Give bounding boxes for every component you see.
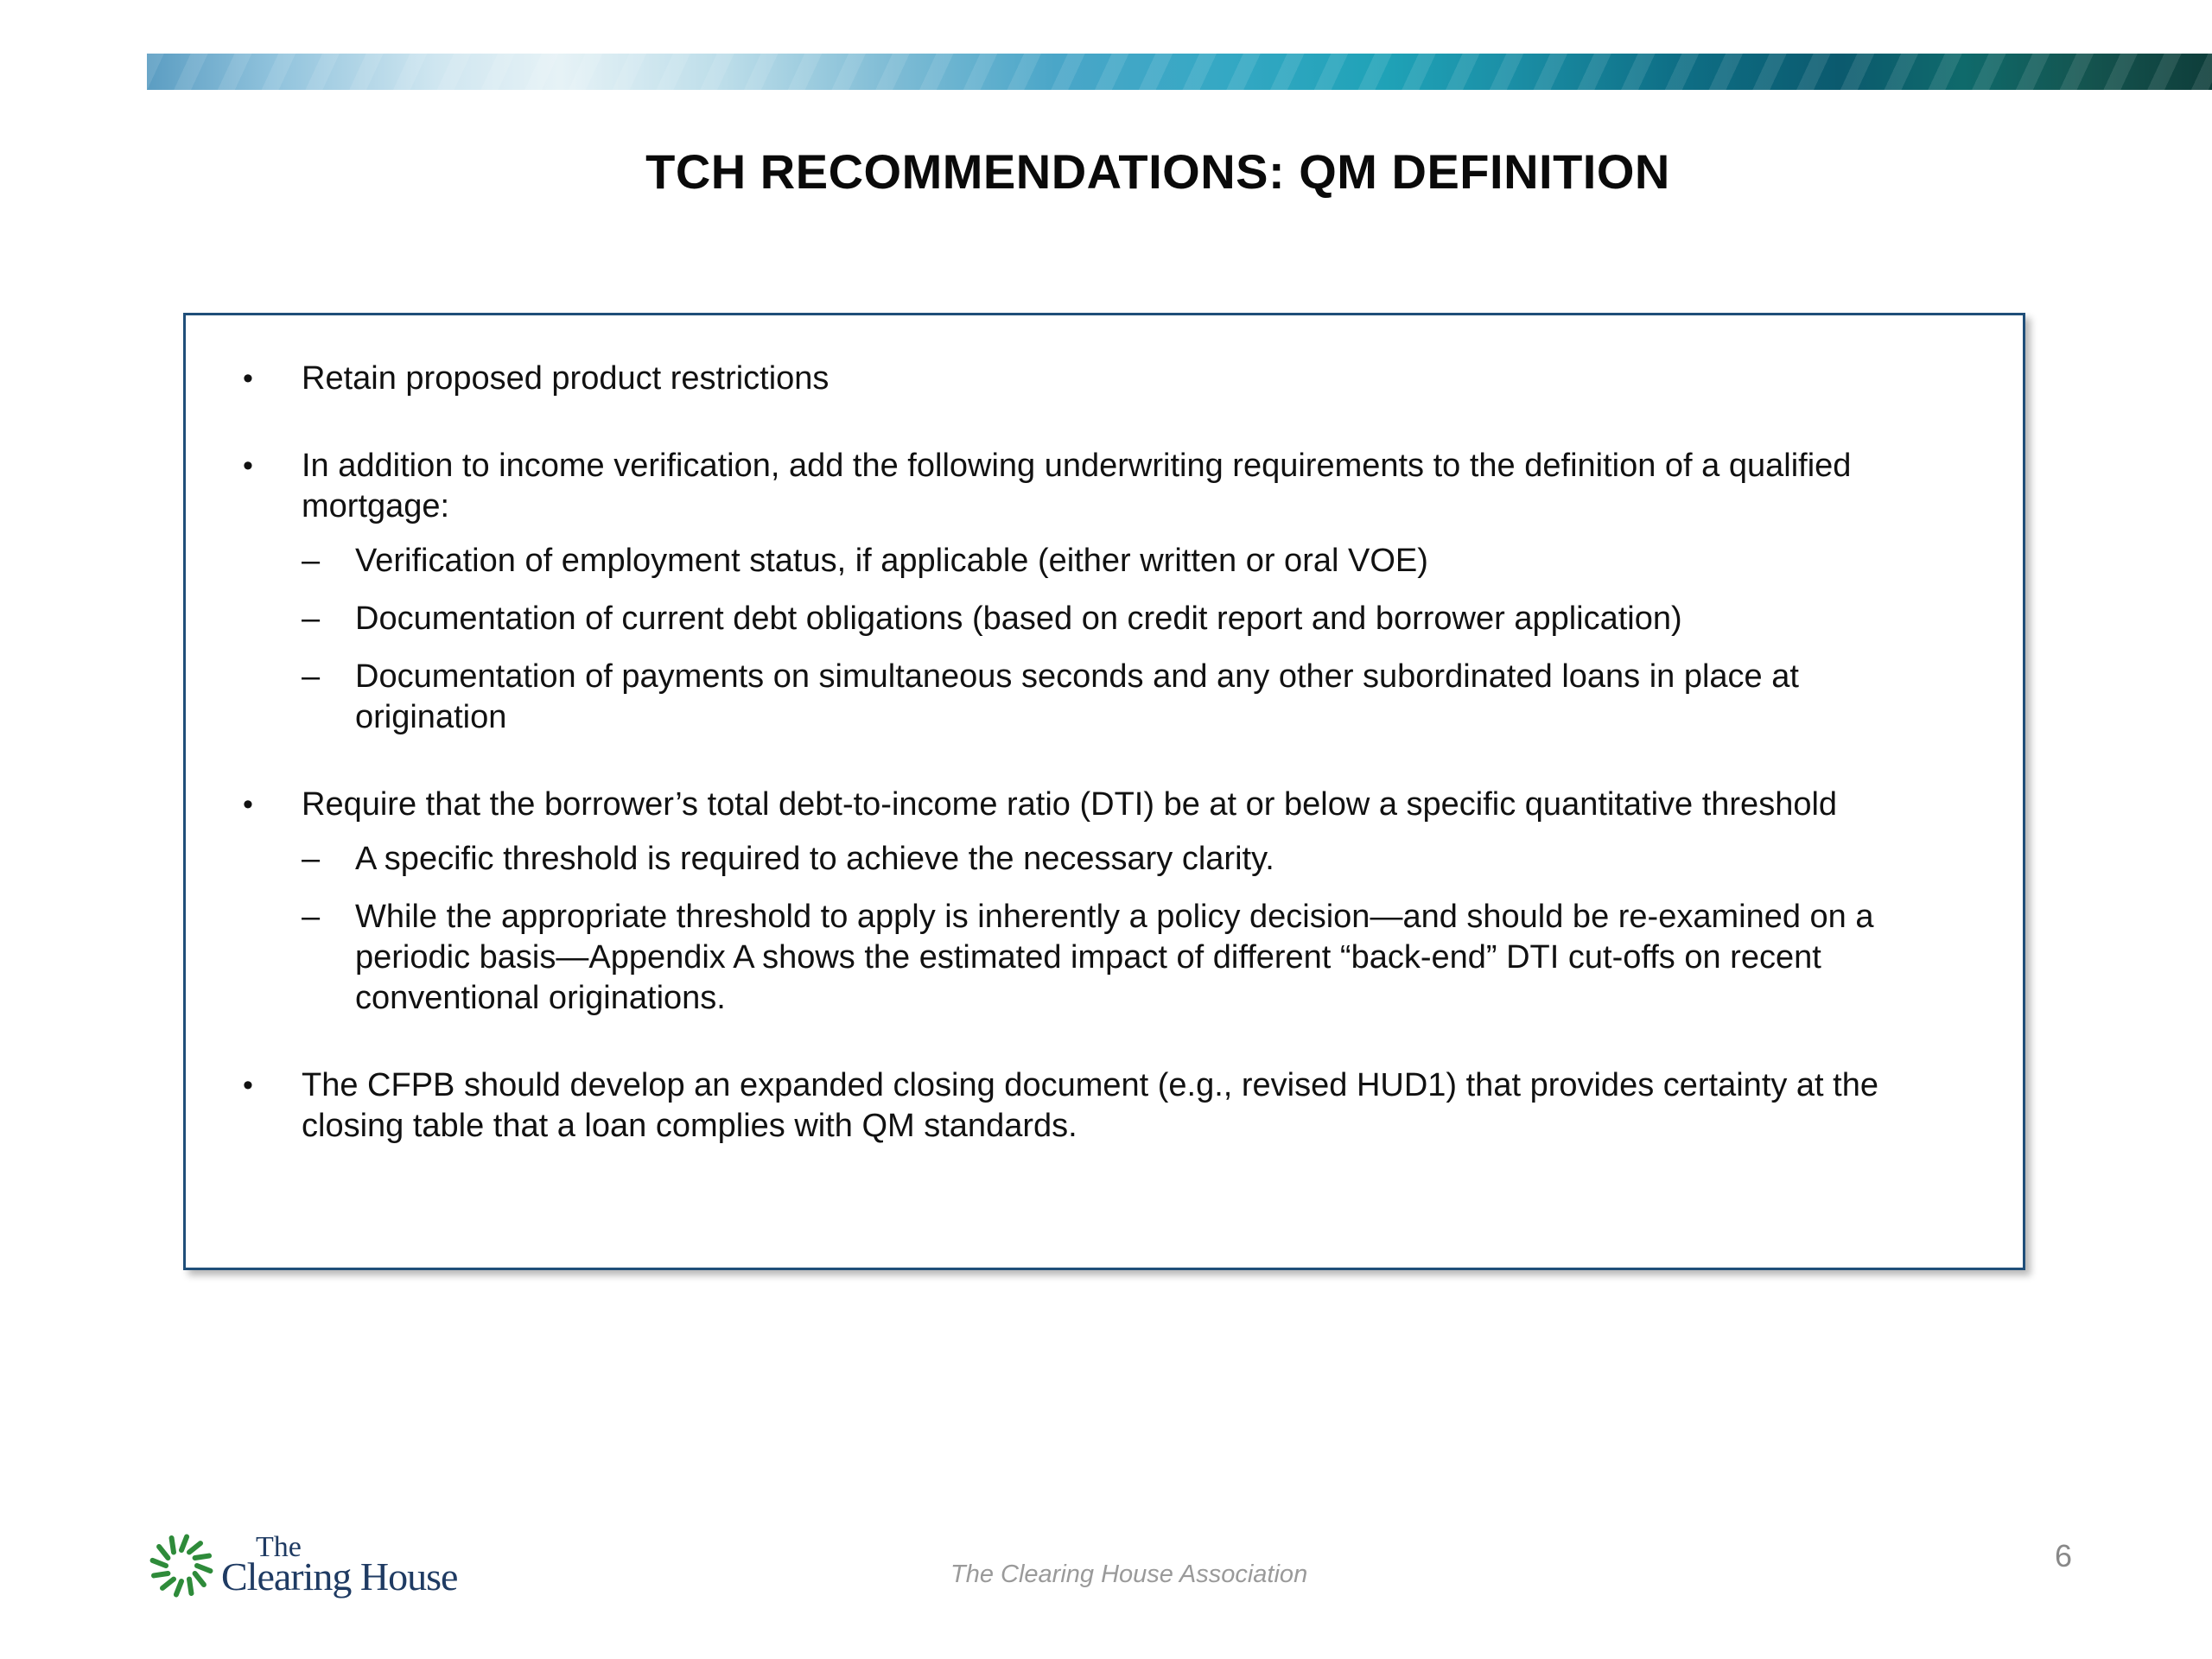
- sub-item: [302, 897, 1945, 1019]
- bullet-marker: •: [243, 788, 253, 821]
- top-banner: [147, 54, 2212, 90]
- bullet-marker: •: [243, 362, 253, 395]
- sub-item: [302, 599, 1945, 639]
- logo-ray: [176, 1581, 181, 1594]
- bullet-item: [186, 446, 2023, 738]
- bullet-marker: •: [243, 1069, 253, 1102]
- sub-item: [302, 541, 1945, 582]
- sub-item-text: Documentation of current debt obligations (based on credit report and borrower application): [355, 601, 1682, 637]
- logo-ray: [162, 1580, 174, 1588]
- clearing-house-logo: [149, 1531, 460, 1600]
- sub-item-marker: –: [302, 899, 321, 935]
- logo-ray: [181, 1537, 187, 1550]
- bullet-text: The CFPB should develop an expanded closing document (e.g., revised HUD1) that provides certainty at the closing table that a loan complies with QM standards.: [302, 1067, 1879, 1144]
- sub-item-text: Verification of employment status, if applicable (either written or oral VOE): [355, 543, 1428, 579]
- sub-item: [302, 657, 1945, 738]
- content-box: [183, 313, 2025, 1270]
- sub-item: [302, 839, 1945, 880]
- page-number: 6: [2055, 1538, 2073, 1573]
- logo-ray: [195, 1556, 209, 1558]
- logo-ray: [195, 1573, 204, 1585]
- logo-ray: [154, 1573, 168, 1575]
- bullet-list: [186, 359, 2023, 1193]
- logo-ray: [197, 1566, 210, 1571]
- footer-organization: The Clearing House Association: [950, 1560, 1308, 1588]
- sub-list: [302, 541, 1945, 738]
- bullet-marker: •: [243, 449, 253, 482]
- logo-ray: [153, 1560, 166, 1566]
- sub-item-text: While the appropriate threshold to apply is inherently a policy decision—and should be re-examined on a periodic basis—Appendix A shows the estimated impact of different “back-end” DTI cut-offs on recent conventional originations.: [355, 899, 1874, 1016]
- sub-item-marker: –: [302, 601, 321, 637]
- logo-ray: [189, 1543, 200, 1552]
- logo-text-the: The: [256, 1531, 302, 1563]
- bullet-text: In addition to income verification, add the following underwriting requirements to the definition of a qualified mortgage:: [302, 448, 1852, 524]
- sub-item-text: Documentation of payments on simultaneous seconds and any other subordinated loans in place at origination: [355, 658, 1799, 735]
- logo-ray: [172, 1538, 174, 1552]
- sub-list: [302, 839, 1945, 1019]
- sub-item-marker: –: [302, 543, 321, 579]
- sub-item-text: A specific threshold is required to achieve the necessary clarity.: [355, 841, 1274, 877]
- bullet-item: [186, 359, 2023, 399]
- logo-ray: [189, 1580, 191, 1593]
- starburst-logo-icon: [149, 1533, 214, 1599]
- bullet-item: [186, 785, 2023, 1019]
- bullet-text: Require that the borrower’s total debt-to-income ratio (DTI) be at or below a specific quantitative threshold: [302, 786, 1838, 823]
- logo-text-name: Clearing House: [221, 1554, 458, 1599]
- slide-title: TCH RECOMMENDATIONS: QM DEFINITION: [645, 144, 1670, 199]
- logo-ray: [159, 1547, 168, 1558]
- sub-item-marker: –: [302, 658, 321, 695]
- bullet-text: Retain proposed product restrictions: [302, 360, 830, 397]
- bullet-item: [186, 1065, 2023, 1147]
- sub-item-marker: –: [302, 841, 321, 877]
